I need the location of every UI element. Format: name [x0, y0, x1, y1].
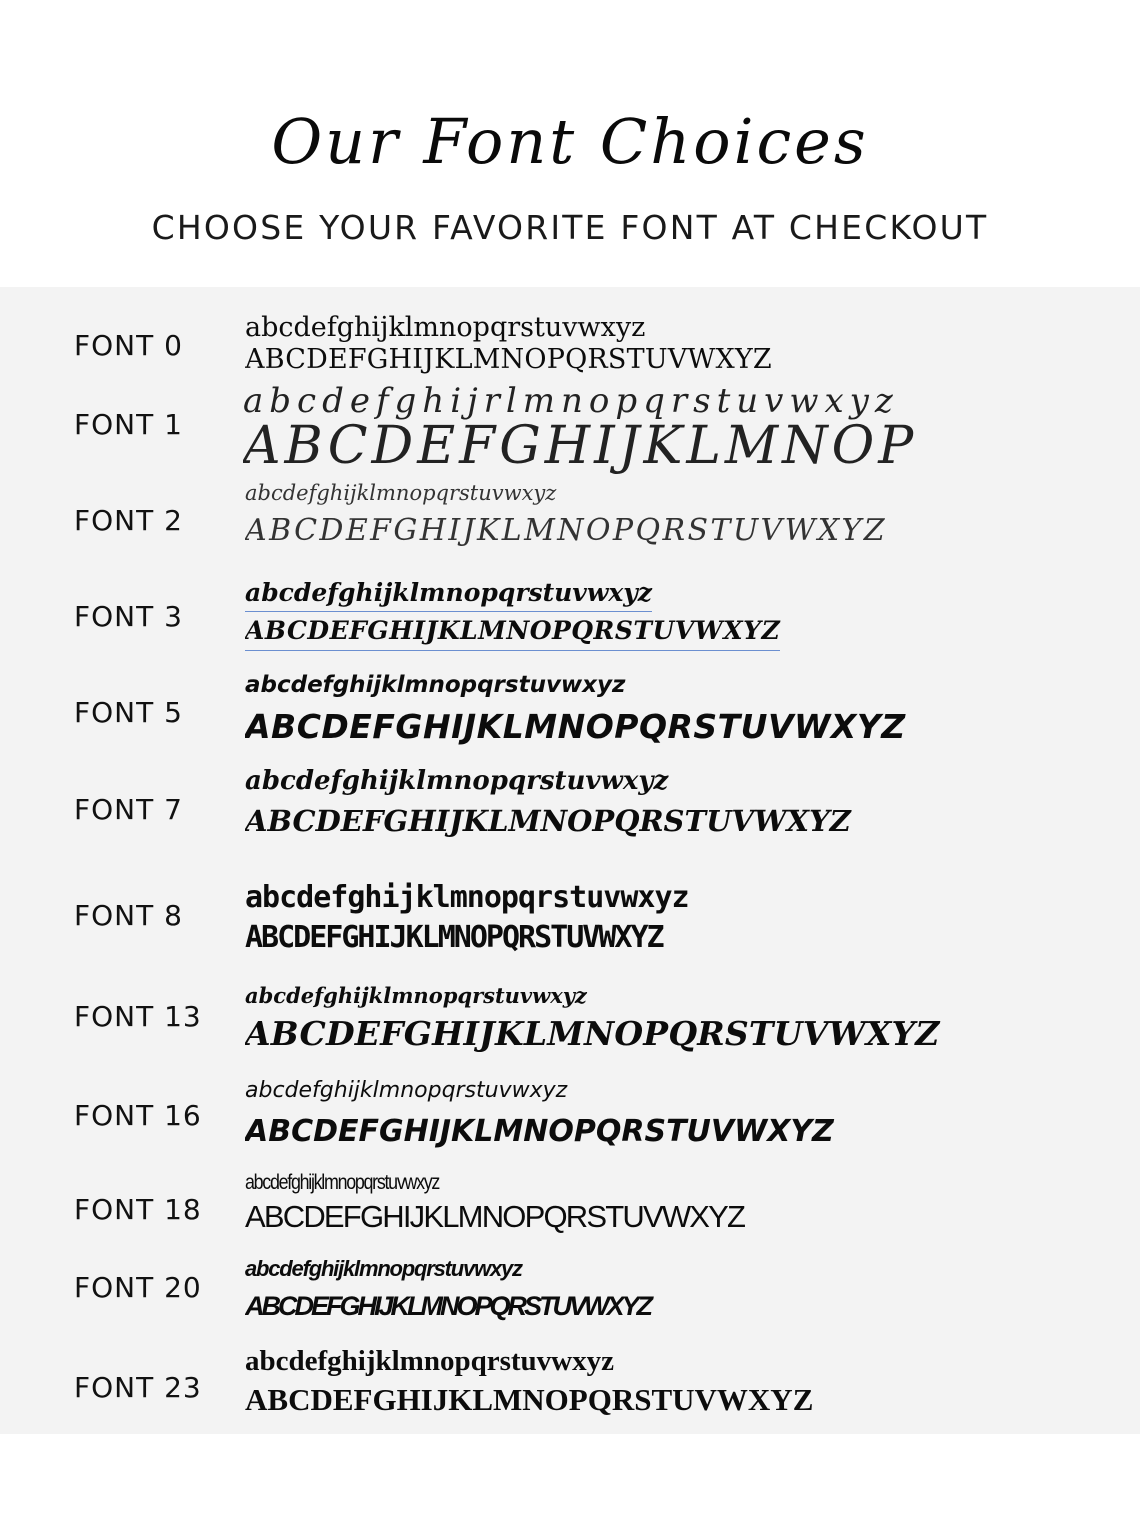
font-sample-uppercase: ABCDEFGHIJKLMNOPQRSTUVWXYZ [245, 920, 663, 955]
font-label: FONT 23 [74, 1371, 202, 1404]
font-sample-lowercase: abcdefghijklmnopqrstuvwxyz [245, 1256, 522, 1281]
font-sample-uppercase: ABCDEFGHIJKLMNOPQRSTUVWXYZ [245, 513, 888, 548]
font-sample-20 [245, 1253, 1125, 1327]
font-sample-lowercase: abcdefghijklmnopqrstuvwxyz [245, 481, 557, 505]
font-sample-5 [245, 667, 1125, 751]
font-sample-uppercase: ABCDEFGHIJKLMNOPQRSTUVWXYZ [245, 1382, 814, 1417]
header [0, 0, 1140, 287]
font-label: FONT 0 [74, 329, 183, 362]
footer-space [0, 1434, 1140, 1520]
font-sample-uppercase: ABCDEFGHIJKLMNOPQRSTUVWXYZ [245, 612, 780, 651]
font-sample-uppercase: ABCDEFGHIJKLMNOPQRSTUVWXYZ [245, 707, 906, 746]
font-label: FONT 1 [74, 408, 183, 441]
font-sample-uppercase: ABCDEFGHIJKLMNOPQRSTUVWXYZ [245, 344, 772, 375]
font-sample-uppercase: ABCDEFGHIJKLMNOPQRSTUVWXYZ [245, 1199, 745, 1234]
font-sample-1 [243, 384, 1140, 474]
font-sample-lowercase: abcdefghijklmnopqrstuvwxyz [245, 672, 626, 698]
page-title: Our Font Choices [271, 105, 869, 178]
font-sample-2 [245, 477, 1140, 553]
font-label: FONT 2 [74, 504, 183, 537]
font-sample-3 [245, 575, 1125, 651]
font-sample-lowercase: abcdefghijklmnopqrstuvwxyz [245, 1171, 440, 1194]
font-label: FONT 3 [74, 600, 183, 633]
font-sample-lowercase: abcdefghijklmnopqrstuvwxyz [245, 983, 587, 1008]
font-sample-uppercase: ABCDEFGHIJKLMNOP [243, 416, 918, 474]
font-sample-13 [245, 981, 1125, 1057]
font-label: FONT 7 [74, 793, 183, 826]
font-label: FONT 20 [74, 1271, 202, 1304]
font-sample-16 [245, 1073, 1125, 1155]
font-label: FONT 5 [74, 696, 183, 729]
font-sample-7 [245, 763, 1125, 843]
font-sample-lowercase: abcdefghijklmnopqrstuvwxyz [245, 575, 652, 612]
font-label: FONT 8 [74, 899, 183, 932]
font-sample-lowercase: abcdefghijklmnopqrstuvwxyz [245, 313, 646, 343]
page-subtitle: CHOOSE YOUR FAVORITE FONT AT CHECKOUT [151, 208, 989, 247]
font-label: FONT 18 [74, 1193, 202, 1226]
font-sample-lowercase: abcdefghijklmnopqrstuvwxyz [245, 1345, 614, 1377]
font-sample-uppercase: ABCDEFGHIJKLMNOPQRSTUVWXYZ [245, 1291, 651, 1321]
font-sample-lowercase: abcdefghijrlmnopqrstuvwxyz [243, 384, 899, 421]
font-sample-lowercase: abcdefghijklmnopqrstuvwxyz [245, 766, 669, 796]
font-sample-uppercase: ABCDEFGHIJKLMNOPQRSTUVWXYZ [245, 1014, 940, 1053]
font-label: FONT 13 [74, 1000, 202, 1033]
font-sample-uppercase: ABCDEFGHIJKLMNOPQRSTUVWXYZ [245, 804, 851, 838]
font-label: FONT 16 [74, 1099, 202, 1132]
font-list-panel [0, 287, 1140, 1434]
font-sample-lowercase: abcdefghijklmnopqrstuvwxyz [245, 1078, 568, 1103]
font-sample-23 [245, 1343, 1125, 1421]
font-sample-lowercase: abcdefghijklmnopqrstuvwxyz [245, 880, 689, 915]
font-sample-0 [245, 313, 1140, 376]
font-sample-uppercase: ABCDEFGHIJKLMNOPQRSTUVWXYZ [245, 1114, 834, 1149]
font-sample-8 [245, 879, 1125, 959]
font-sample-18 [245, 1169, 1125, 1237]
